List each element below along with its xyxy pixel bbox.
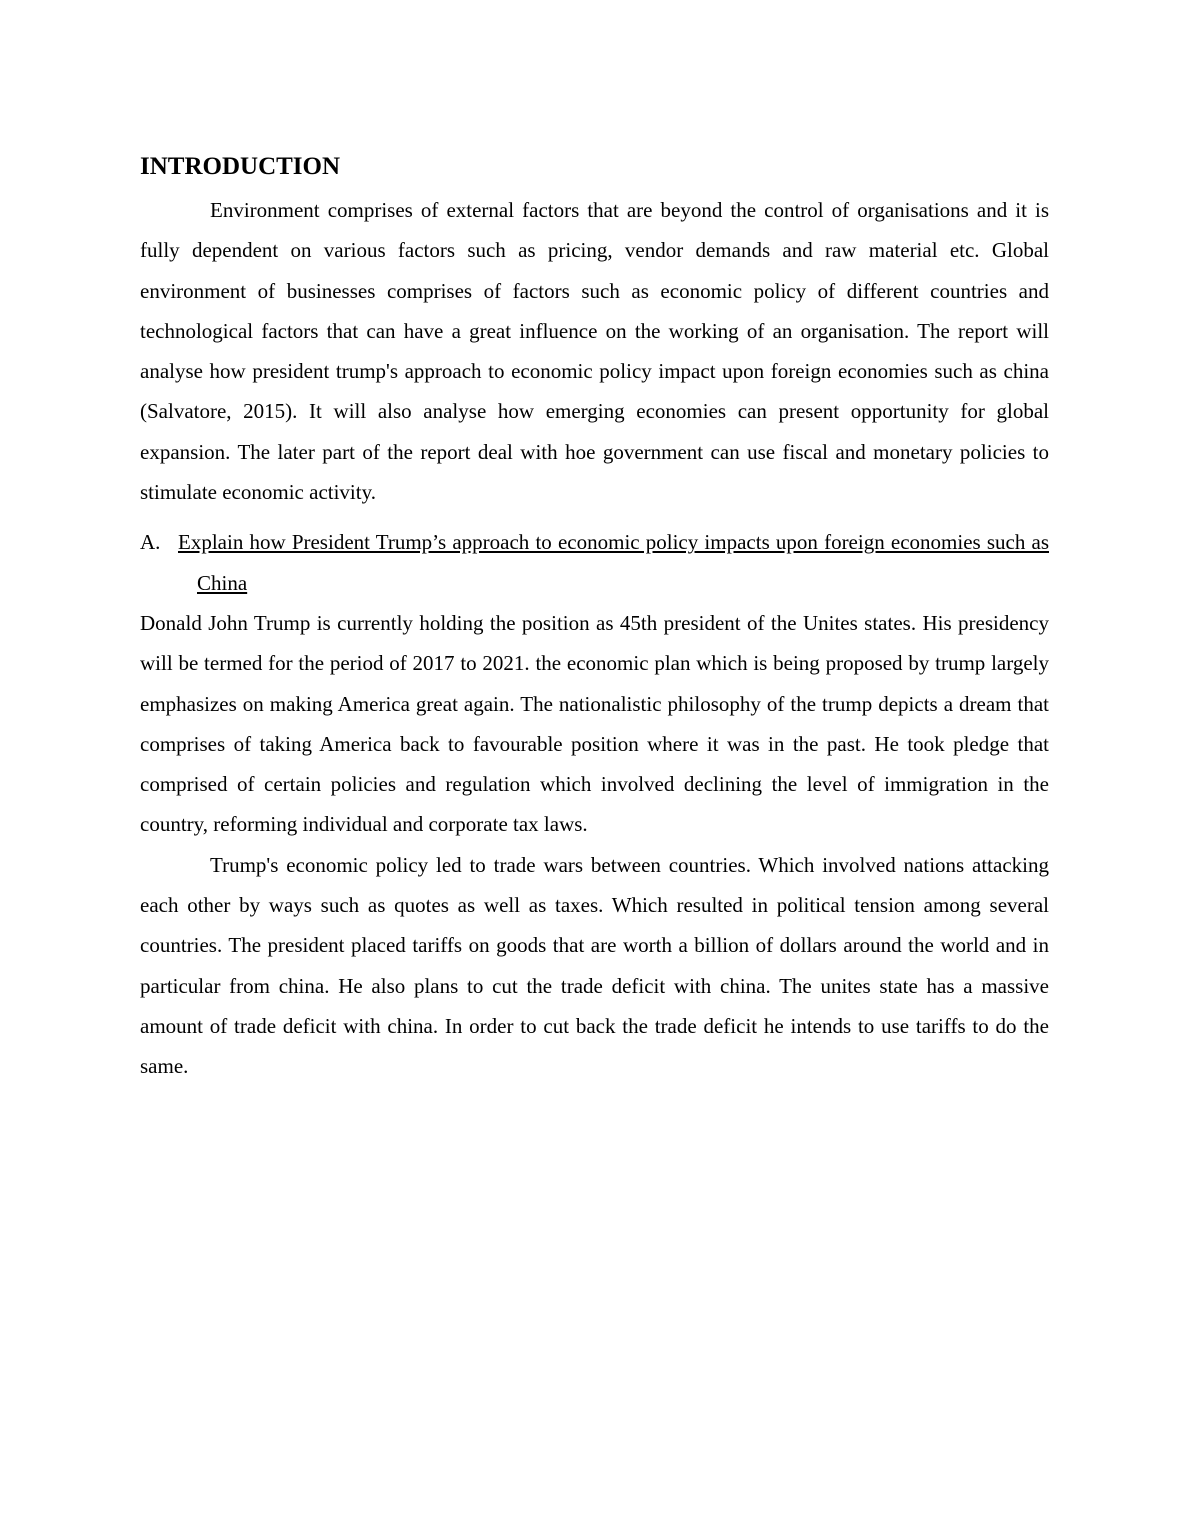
body-paragraph: Donald John Trump is currently holding the position as 45th president of the Unites states. His presidency will be termed for the period of 2017 to 2021. the economic plan which is being proposed by trump largely emphasizes on making America great again. The nationalistic philosophy of the trump depicts a dream that comprises of taking America back to favourable position where it was in the past. He took pledge that comprised of certain policies and regulation which involved declining the level of immigration in the country, reforming individual and corporate tax laws. [140, 610, 1049, 837]
section-title-text: Explain how President Trump’s approach to economic policy impacts upon foreign economies such as China [178, 530, 1049, 595]
document-page [140, 150, 1049, 1087]
body-paragraph: Trump's economic policy led to trade wars between countries. Which involved nations attacking each other by ways such as quotes as well as taxes. Which resulted in political tension among several countries. The president placed tariffs on goods that are worth a billion of dollars around the world and in particular from china. He also plans to cut the trade deficit with china. The unites state has a massive amount of trade deficit with china. In order to cut back the trade deficit he intends to use tariffs to do the same. [140, 852, 1049, 1079]
section-heading [140, 522, 1049, 603]
section-marker: A. [140, 530, 161, 555]
page-title: INTRODUCTION [140, 153, 341, 180]
intro-paragraph: Environment comprises of external factors that are beyond the control of organisations and it is fully dependent on various factors such as pricing, vendor demands and raw material etc. Global environment of businesses comprises of factors such as economic policy of different countries and technological factors that can have a great influence on the working of an organisation. The report will analyse how president trump's approach to economic policy impact upon foreign economies such as china (Salvatore, 2015). It will also analyse how emerging economies can present opportunity for global expansion. The later part of the report deal with hoe government can use fiscal and monetary policies to stimulate economic activity. [140, 198, 1049, 505]
